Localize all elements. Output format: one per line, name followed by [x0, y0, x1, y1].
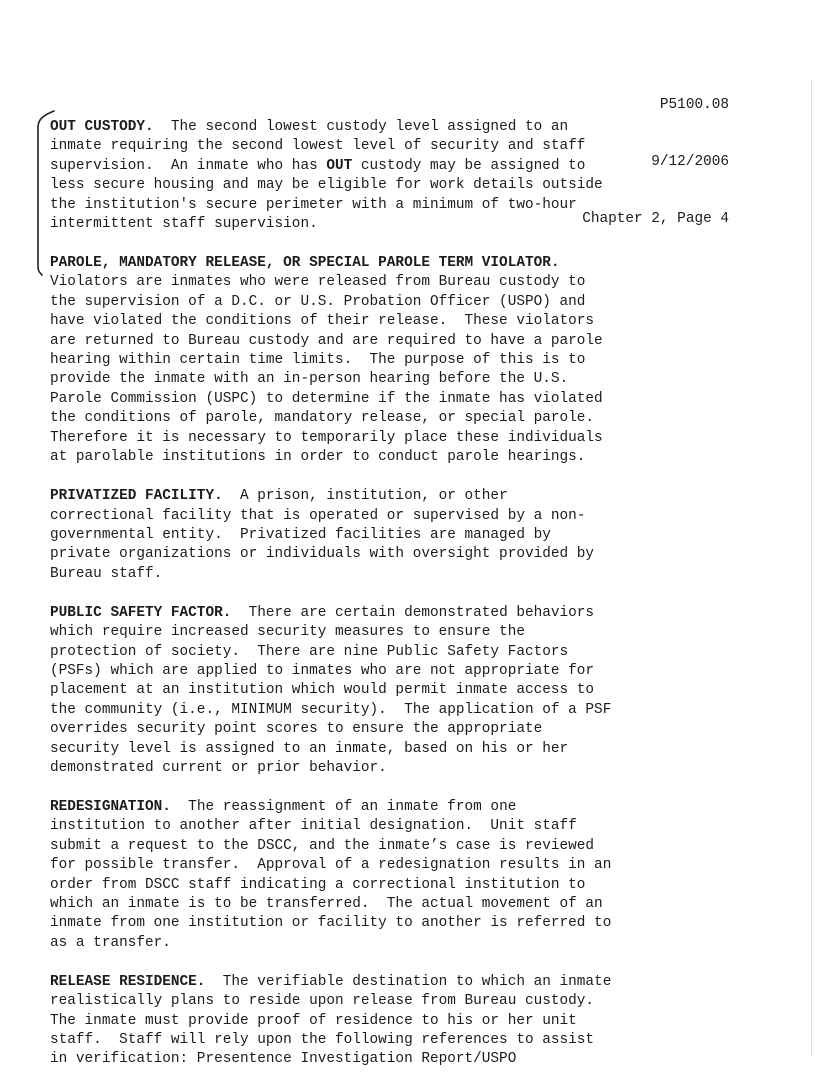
definition-text: the supervision of a D.C. or U.S. Probation Officer (USPO) and: [50, 293, 586, 310]
document-date: 9/12/2006: [651, 154, 729, 170]
definition-text: inmate from one institution or facility to another is referred to: [50, 915, 612, 932]
definition-text: overrides security point scores to ensure the appropriate: [50, 721, 543, 738]
definition-text: intermittent staff supervision.: [50, 216, 318, 233]
text-line: [50, 545, 750, 564]
text-line: [50, 390, 750, 409]
definition-text: The inmate must provide proof of residence to his or her unit: [50, 1012, 577, 1029]
definition-text: are returned to Bureau custody and are required to have a parole: [50, 332, 603, 349]
text-line: [50, 565, 750, 584]
text-line: [50, 351, 750, 370]
definition-text: supervision. An inmate who has: [50, 157, 327, 174]
text-line: [50, 1031, 750, 1050]
text-line: [50, 837, 750, 856]
text-line: [50, 332, 750, 351]
text-line: [50, 254, 750, 273]
definition-text: correctional facility that is operated or supervised by a non-: [50, 507, 586, 524]
text-line: [50, 973, 750, 992]
text-line: [50, 817, 750, 836]
text-line: [50, 1012, 750, 1031]
definition-term: RELEASE RESIDENCE.: [50, 973, 206, 990]
definition-text: placement at an institution which would permit inmate access to: [50, 682, 595, 699]
text-line: [50, 662, 750, 681]
definition-text: institution to another after initial designation. Unit staff: [50, 818, 577, 835]
definition-text: inmate requiring the second lowest level of security and staff: [50, 138, 586, 155]
definition-text: Bureau staff.: [50, 565, 163, 582]
text-line: [50, 118, 750, 137]
definition-text: governmental entity. Privatized facilities are managed by: [50, 526, 551, 543]
text-line: [50, 681, 750, 700]
text-line: [50, 215, 750, 234]
definition-text: Parole Commission (USPC) to determine if the inmate has violated: [50, 390, 603, 407]
text-line: [50, 370, 750, 389]
definition-term: PAROLE, MANDATORY RELEASE, OR SPECIAL PAROLE TERM VIOLATOR.: [50, 255, 560, 272]
definition-text: (PSFs) which are applied to inmates who are not appropriate for: [50, 662, 595, 679]
definition-text: There are certain demonstrated behaviors: [231, 604, 595, 621]
definition-text: in verification: Presentence Investigation Report/USPO: [50, 1051, 517, 1068]
definition-text: staff. Staff will rely upon the following references to assist: [50, 1032, 595, 1049]
text-line: [50, 507, 750, 526]
definition-text: The reassignment of an inmate from one: [170, 798, 517, 815]
text-line: [50, 487, 750, 506]
definition-text: at parolable institutions in order to conduct parole hearings.: [50, 449, 586, 466]
text-line: [50, 992, 750, 1011]
definition-text: the community (i.e., MINIMUM security). The application of a PSF: [50, 701, 612, 718]
chapter-page: Chapter 2, Page 4: [582, 211, 729, 227]
text-line: [50, 137, 750, 156]
definition-text: The verifiable destination to which an inmate: [205, 973, 612, 990]
definition-text: have violated the conditions of their release. These violators: [50, 313, 595, 330]
definition-entry: [50, 798, 750, 953]
text-line: [50, 1050, 750, 1069]
text-line: [50, 876, 750, 895]
definition-term: PRIVATIZED FACILITY.: [50, 488, 223, 505]
text-line: [50, 604, 750, 623]
text-line: [50, 759, 750, 778]
text-line: [50, 429, 750, 448]
text-line: [50, 701, 750, 720]
text-line: [50, 740, 750, 759]
definition-entry: [50, 254, 750, 467]
definition-text: Violators are inmates who were released from Bureau custody to: [50, 274, 586, 291]
emphasized-text: OUT: [326, 157, 353, 174]
definition-text: Therefore it is necessary to temporarily place these individuals: [50, 429, 603, 446]
text-line: [50, 720, 750, 739]
definition-text: custody may be assigned to: [352, 157, 586, 174]
definition-entry: [50, 604, 750, 779]
page-edge-line: [811, 80, 812, 1056]
text-line: [50, 196, 750, 215]
definition-text: The second lowest custody level assigned to an: [153, 119, 569, 135]
definition-term: PUBLIC SAFETY FACTOR.: [50, 604, 232, 621]
definition-entry: [50, 487, 750, 584]
definition-text: demonstrated current or prior behavior.: [50, 759, 387, 776]
definition-text: which require increased security measures to ensure the: [50, 624, 525, 641]
definition-entry: [50, 118, 750, 234]
definition-text: protection of society. There are nine Public Safety Factors: [50, 643, 569, 660]
text-line: [50, 856, 750, 875]
definition-text: hearing within certain time limits. The purpose of this is to: [50, 352, 586, 369]
document-number: P5100.08: [659, 97, 729, 113]
definition-text: the conditions of parole, mandatory release, or special parole.: [50, 410, 595, 427]
definition-text: order from DSCC staff indicating a correctional institution to: [50, 876, 586, 893]
definition-entry: [50, 973, 750, 1070]
definition-text: for possible transfer. Approval of a redesignation results in an: [50, 857, 612, 874]
definition-text: as a transfer.: [50, 934, 171, 951]
definition-text: A prison, institution, or other: [222, 488, 508, 505]
definition-text: which an inmate is to be transferred. The actual movement of an: [50, 896, 603, 912]
text-line: [50, 176, 750, 195]
definition-term: OUT CUSTODY.: [50, 119, 154, 135]
definition-text: security level is assigned to an inmate, based on his or her: [50, 740, 569, 757]
definition-text: realistically plans to reside upon release from Bureau custody.: [50, 993, 595, 1010]
text-line: [50, 643, 750, 662]
definition-text: less secure housing and may be eligible for work details outside: [50, 177, 603, 194]
text-line: [50, 895, 750, 914]
text-line: [50, 273, 750, 292]
definitions-list: [50, 118, 750, 1089]
text-line: [50, 526, 750, 545]
definition-text: the institution's secure perimeter with a minimum of two-hour: [50, 196, 577, 213]
definition-text: submit a request to the DSCC, and the inmate’s case is reviewed: [50, 837, 595, 854]
text-line: [50, 409, 750, 428]
text-line: [50, 293, 750, 312]
text-line: [50, 914, 750, 933]
text-line: [50, 157, 750, 176]
definition-term: REDESIGNATION.: [50, 798, 171, 815]
text-line: [50, 448, 750, 467]
definition-text: provide the inmate with an in-person hearing before the U.S.: [50, 371, 569, 388]
text-line: [50, 312, 750, 331]
text-line: [50, 623, 750, 642]
text-line: [50, 798, 750, 817]
definition-text: private organizations or individuals with oversight provided by: [50, 546, 595, 563]
text-line: [50, 934, 750, 953]
